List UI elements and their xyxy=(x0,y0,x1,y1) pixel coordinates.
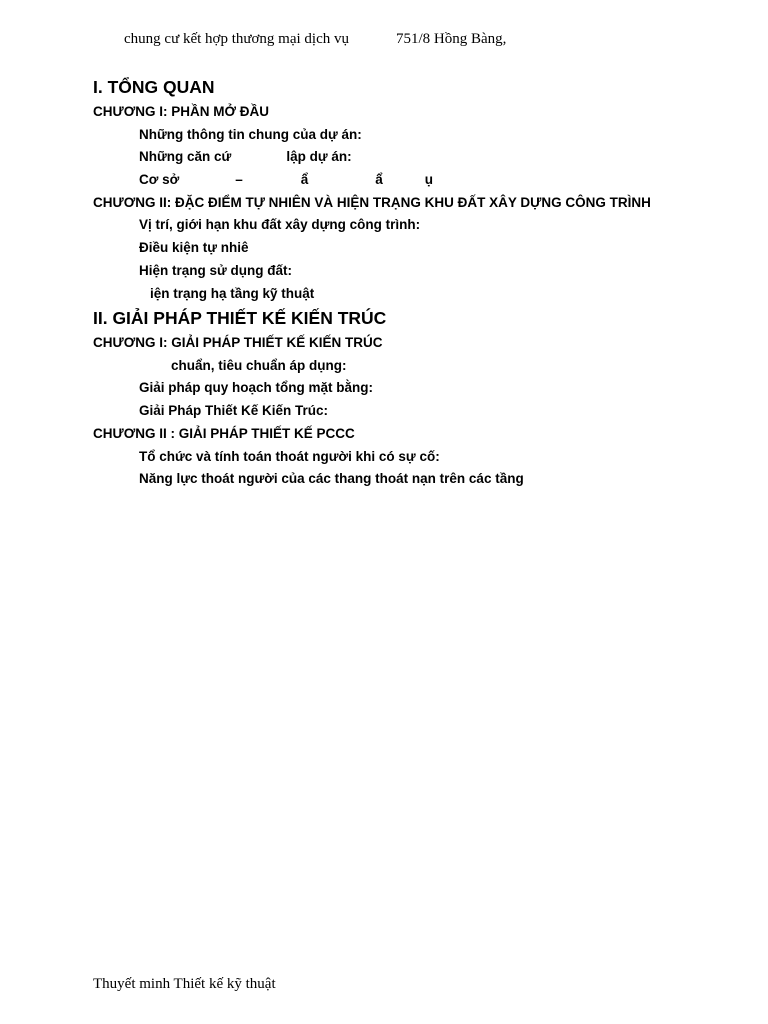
header-project-name: chung cư kết hợp thương mại dịch vụ xyxy=(124,31,349,47)
toc-item-land-use[interactable]: Hiện trạng sử dụng đất: xyxy=(139,263,293,278)
part-1-chapter-1-title[interactable]: CHƯƠNG I: PHẦN MỞ ĐẦU xyxy=(93,104,269,119)
toc-item-project-basis-part-a: Những căn cứ xyxy=(139,149,232,164)
part-2-chapter-2-title[interactable]: CHƯƠNG II : GIẢI PHÁP THIẾT KẾ PCCC xyxy=(93,426,355,441)
toc-item-master-plan[interactable]: Giải pháp quy hoạch tổng mặt bằng: xyxy=(139,380,374,395)
toc-item-infrastructure[interactable]: iện trạng hạ tầng kỹ thuật xyxy=(150,286,315,301)
header-address: 751/8 Hồng Bàng, xyxy=(396,31,507,47)
part-2-title[interactable]: II. GIẢI PHÁP THIẾT KẾ KIẾN TRÚC xyxy=(93,308,387,328)
toc-item-stair-capacity[interactable]: Năng lực thoát người của các thang thoát nạn trên các tầng xyxy=(139,471,524,486)
toc-item-basis[interactable] xyxy=(139,172,433,187)
toc-item-basis-part-c: ẩ xyxy=(300,172,309,187)
part-1-chapter-2-title[interactable]: CHƯƠNG II: ĐẶC ĐIỂM TỰ NHIÊN VÀ HIỆN TRẠNG KHU ĐẤT XÂY DỰNG CÔNG TRÌNH xyxy=(93,195,651,210)
toc-item-architecture[interactable]: Giải Pháp Thiết Kế Kiến Trúc: xyxy=(139,403,329,418)
toc-item-site-location[interactable]: Vị trí, giới hạn khu đất xây dựng công trình: xyxy=(139,217,421,232)
toc-item-evacuation[interactable]: Tổ chức và tính toán thoát người khi có sự cố: xyxy=(139,449,440,464)
toc-item-basis-part-d: ẩ xyxy=(375,172,383,187)
toc-item-general-info[interactable]: Những thông tin chung của dự án: xyxy=(139,127,362,142)
toc-item-standards[interactable]: chuẩn, tiêu chuẩn áp dụng: xyxy=(171,358,347,373)
toc-item-project-basis[interactable] xyxy=(139,149,352,164)
page-footer: Thuyết minh Thiết kế kỹ thuật xyxy=(93,976,276,992)
page-header xyxy=(124,31,507,48)
toc-item-basis-part-e: ụ xyxy=(424,172,434,187)
toc-item-basis-part-b: – xyxy=(235,172,243,187)
toc-item-natural-conditions[interactable]: Điều kiện tự nhiê xyxy=(139,240,249,255)
toc-item-basis-part-a: Cơ sở xyxy=(139,172,180,187)
part-1-title[interactable]: I. TỔNG QUAN xyxy=(93,77,215,97)
toc-item-project-basis-part-b: lập dự án: xyxy=(286,149,352,164)
part-2-chapter-1-title[interactable]: CHƯƠNG I: GIẢI PHÁP THIẾT KẾ KIẾN TRÚC xyxy=(93,335,383,350)
